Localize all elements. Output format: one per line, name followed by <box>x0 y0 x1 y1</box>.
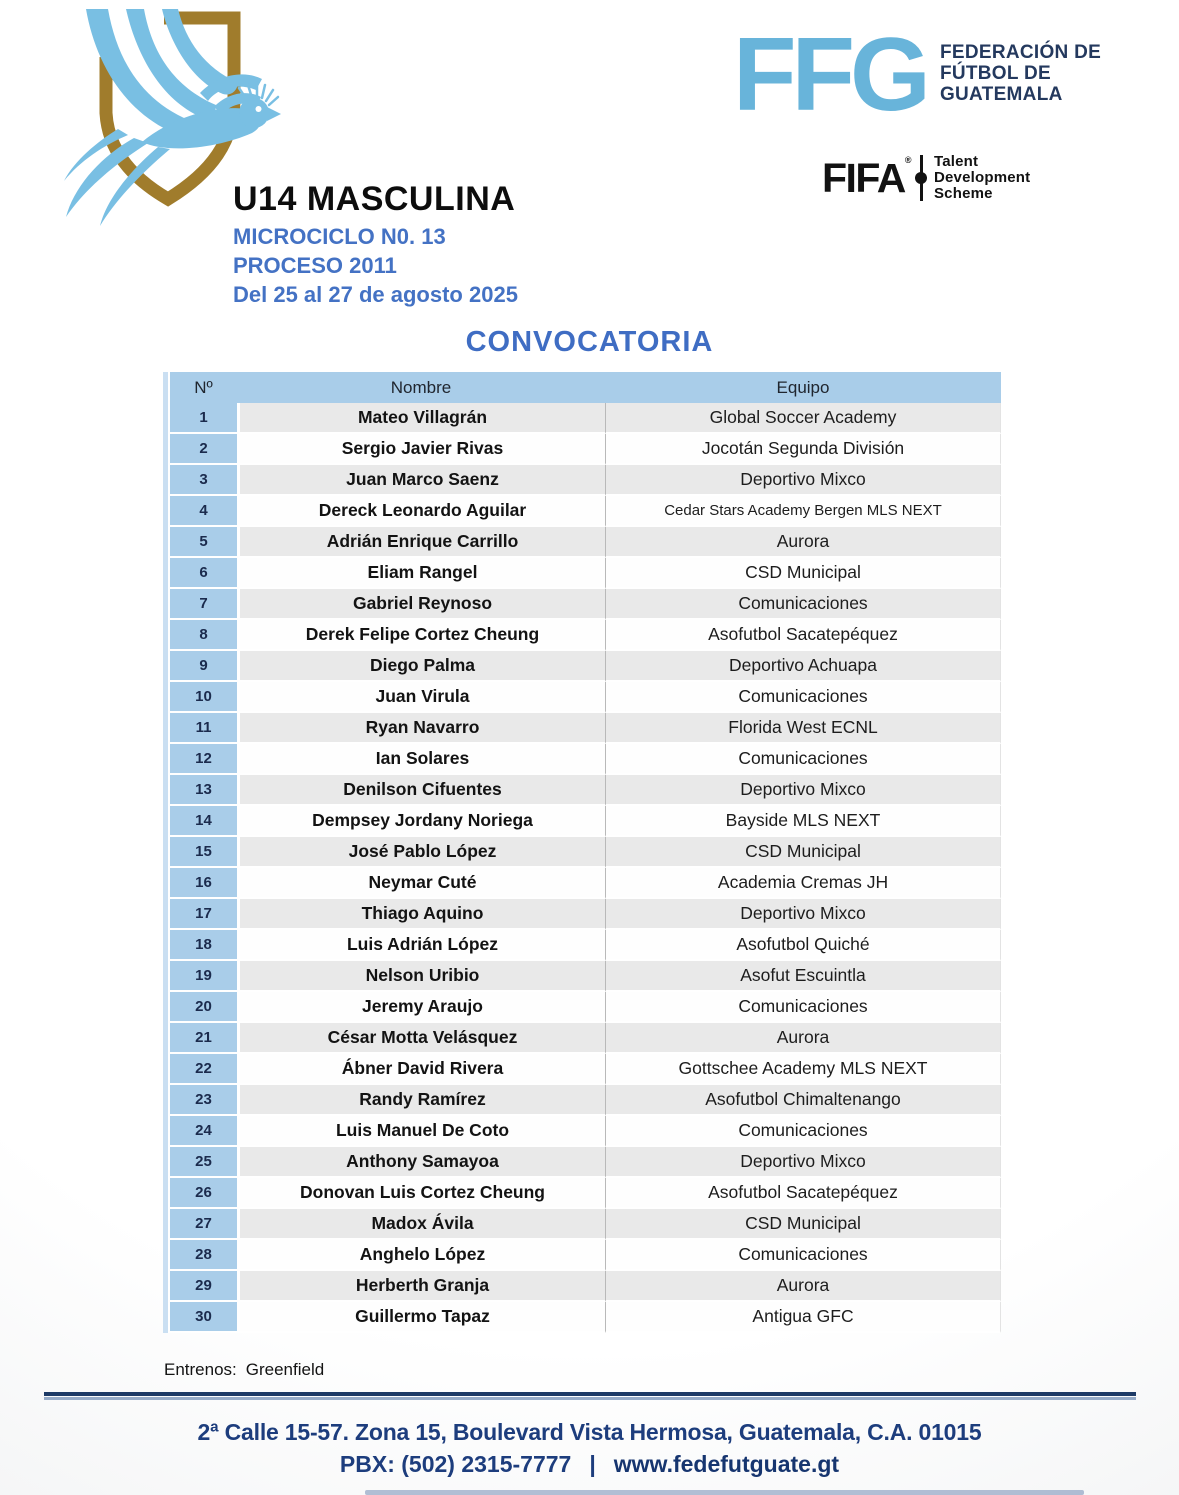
roster-number: 27 <box>168 1209 237 1240</box>
roster-number: 9 <box>168 651 237 682</box>
team-name: Asofutbol Quiché <box>605 930 1001 961</box>
process-label: PROCESO 2011 <box>233 253 397 278</box>
player-name: Herberth Granja <box>237 1271 605 1302</box>
team-name: Asofutbol Sacatepéquez <box>605 620 1001 651</box>
player-name: Anthony Samayoa <box>237 1147 605 1178</box>
page-bottom-artifact <box>365 1490 1084 1495</box>
team-name: Deportivo Mixco <box>605 1147 1001 1178</box>
fifa-needle-icon <box>920 155 923 201</box>
footer-divider <box>44 1392 1136 1400</box>
table-row <box>168 1085 1001 1116</box>
player-name: Ryan Navarro <box>237 713 605 744</box>
table-row <box>168 775 1001 806</box>
team-name: Gottschee Academy MLS NEXT <box>605 1054 1001 1085</box>
table-row <box>168 1023 1001 1054</box>
date-range-label: Del 25 al 27 de agosto 2025 <box>233 282 518 307</box>
footer-website: www.fedefutguate.gt <box>613 1451 840 1477</box>
roster-number: 28 <box>168 1240 237 1271</box>
table-row <box>168 527 1001 558</box>
table-row <box>168 651 1001 682</box>
table-row <box>168 868 1001 899</box>
team-name: Comunicaciones <box>605 589 1001 620</box>
table-row <box>168 837 1001 868</box>
table-row <box>168 558 1001 589</box>
training-label: Entrenos: <box>164 1360 237 1379</box>
roster-number: 24 <box>168 1116 237 1147</box>
player-name: Guillermo Tapaz <box>237 1302 605 1333</box>
fifa-wordmark: FIFA® <box>822 154 910 201</box>
table-row <box>168 1240 1001 1271</box>
team-name: Comunicaciones <box>605 1116 1001 1147</box>
roster-number: 25 <box>168 1147 237 1178</box>
table-header-row <box>168 372 1001 403</box>
ffg-acronym: FFG <box>733 17 926 133</box>
roster-number: 3 <box>168 465 237 496</box>
team-name: Cedar Stars Academy Bergen MLS NEXT <box>605 496 1001 527</box>
fifa-program-line-3: Scheme <box>933 185 993 202</box>
table-row <box>168 465 1001 496</box>
player-name: Donovan Luis Cortez Cheung <box>237 1178 605 1209</box>
title-block <box>233 182 518 313</box>
roster-number: 16 <box>168 868 237 899</box>
roster-number: 20 <box>168 992 237 1023</box>
col-header-num: Nº <box>168 372 237 403</box>
page-title: U14 MASCULINA <box>233 180 516 218</box>
roster-number: 8 <box>168 620 237 651</box>
player-name: Jeremy Araujo <box>237 992 605 1023</box>
roster-number: 10 <box>168 682 237 713</box>
team-name: Aurora <box>605 1271 1001 1302</box>
table-row <box>168 1147 1001 1178</box>
team-name: Asofutbol Sacatepéquez <box>605 1178 1001 1209</box>
footer-phone: PBX: (502) 2315-7777 <box>339 1451 572 1477</box>
roster-number: 14 <box>168 806 237 837</box>
team-name: Academia Cremas JH <box>605 868 1001 899</box>
roster-number: 30 <box>168 1302 237 1333</box>
player-name: Luis Adrián López <box>237 930 605 961</box>
table-row <box>168 1209 1001 1240</box>
roster-number: 12 <box>168 744 237 775</box>
ffg-name-line-3: GUATEMALA <box>939 84 1063 105</box>
fifa-program-line-1: Talent <box>933 153 979 170</box>
player-name: Luis Manuel De Coto <box>237 1116 605 1147</box>
player-name: Adrián Enrique Carrillo <box>237 527 605 558</box>
team-name: Bayside MLS NEXT <box>605 806 1001 837</box>
roster-number: 22 <box>168 1054 237 1085</box>
table-row <box>168 403 1001 434</box>
table-row <box>168 496 1001 527</box>
roster-number: 11 <box>168 713 237 744</box>
fifa-program-line-2: Development <box>933 169 1031 186</box>
table-row <box>168 1054 1001 1085</box>
roster-number: 13 <box>168 775 237 806</box>
player-name: Eliam Rangel <box>237 558 605 589</box>
player-name: César Motta Velásquez <box>237 1023 605 1054</box>
roster-number: 26 <box>168 1178 237 1209</box>
player-name: Gabriel Reynoso <box>237 589 605 620</box>
player-name: Sergio Javier Rivas <box>237 434 605 465</box>
col-header-name: Nombre <box>237 372 605 403</box>
team-name: Comunicaciones <box>605 744 1001 775</box>
team-name: Comunicaciones <box>605 1240 1001 1271</box>
player-name: José Pablo López <box>237 837 605 868</box>
roster-number: 5 <box>168 527 237 558</box>
team-name: Aurora <box>605 527 1001 558</box>
table-row <box>168 434 1001 465</box>
ffg-name-line-1: FEDERACIÓN DE <box>939 42 1102 63</box>
player-name: Madox Ávila <box>237 1209 605 1240</box>
table-row <box>168 930 1001 961</box>
roster-number: 19 <box>168 961 237 992</box>
section-title: CONVOCATORIA <box>465 326 714 358</box>
table-row <box>168 744 1001 775</box>
col-header-team: Equipo <box>605 372 1001 403</box>
table-row <box>168 620 1001 651</box>
fifa-tds-logo <box>822 154 1030 202</box>
team-name: Asofutbol Chimaltenango <box>605 1085 1001 1116</box>
team-name: Global Soccer Academy <box>605 403 1001 434</box>
team-name: Deportivo Mixco <box>605 465 1001 496</box>
ffg-federation-name <box>940 42 1101 105</box>
team-name: Comunicaciones <box>605 682 1001 713</box>
table-row <box>168 1302 1001 1333</box>
player-name: Juan Virula <box>237 682 605 713</box>
player-name: Dempsey Jordany Noriega <box>237 806 605 837</box>
player-name: Ian Solares <box>237 744 605 775</box>
registered-mark: ® <box>904 154 910 165</box>
table-row <box>168 1116 1001 1147</box>
footer-contact <box>0 1451 1179 1478</box>
table-row <box>168 682 1001 713</box>
roster-number: 1 <box>168 403 237 434</box>
team-name: Comunicaciones <box>605 992 1001 1023</box>
player-name: Ábner David Rivera <box>237 1054 605 1085</box>
table-row <box>168 1178 1001 1209</box>
player-name: Derek Felipe Cortez Cheung <box>237 620 605 651</box>
training-value: Greenfield <box>245 1360 325 1379</box>
roster-table-body <box>168 403 1001 1333</box>
team-name: Deportivo Mixco <box>605 899 1001 930</box>
player-name: Neymar Cuté <box>237 868 605 899</box>
footer-separator: | <box>589 1451 596 1477</box>
player-name: Mateo Villagrán <box>237 403 605 434</box>
roster-number: 21 <box>168 1023 237 1054</box>
roster-table <box>163 372 1001 1333</box>
roster-number: 4 <box>168 496 237 527</box>
ffg-name-line-2: FÚTBOL DE <box>939 63 1052 84</box>
roster-number: 7 <box>168 589 237 620</box>
table-row <box>168 899 1001 930</box>
player-name: Anghelo López <box>237 1240 605 1271</box>
team-name: Deportivo Achuapa <box>605 651 1001 682</box>
player-name: Randy Ramírez <box>237 1085 605 1116</box>
player-name: Thiago Aquino <box>237 899 605 930</box>
player-name: Diego Palma <box>237 651 605 682</box>
roster-number: 6 <box>168 558 237 589</box>
roster-number: 15 <box>168 837 237 868</box>
team-name: CSD Municipal <box>605 558 1001 589</box>
team-name: Deportivo Mixco <box>605 775 1001 806</box>
team-name: Jocotán Segunda División <box>605 434 1001 465</box>
microcycle-label: MICROCICLO N0. 13 <box>233 224 446 249</box>
player-name: Denilson Cifuentes <box>237 775 605 806</box>
table-row <box>168 713 1001 744</box>
table-row <box>168 961 1001 992</box>
team-name: CSD Municipal <box>605 837 1001 868</box>
table-row <box>168 1271 1001 1302</box>
fifa-program-name <box>934 154 1030 202</box>
roster-number: 23 <box>168 1085 237 1116</box>
team-name: Aurora <box>605 1023 1001 1054</box>
table-row <box>168 992 1001 1023</box>
training-note <box>164 1360 324 1380</box>
player-name: Dereck Leonardo Aguilar <box>237 496 605 527</box>
team-name: Asofut Escuintla <box>605 961 1001 992</box>
ffg-logo <box>733 17 1102 133</box>
roster-number: 18 <box>168 930 237 961</box>
player-name: Nelson Uribio <box>237 961 605 992</box>
team-name: Florida West ECNL <box>605 713 1001 744</box>
table-row <box>168 589 1001 620</box>
table-row <box>168 806 1001 837</box>
footer-address: 2ª Calle 15-57. Zona 15, Boulevard Vista Hermosa, Guatemala, C.A. 01015 <box>197 1419 982 1445</box>
roster-number: 29 <box>168 1271 237 1302</box>
team-name: CSD Municipal <box>605 1209 1001 1240</box>
roster-number: 2 <box>168 434 237 465</box>
player-name: Juan Marco Saenz <box>237 465 605 496</box>
team-name: Antigua GFC <box>605 1302 1001 1333</box>
roster-number: 17 <box>168 899 237 930</box>
